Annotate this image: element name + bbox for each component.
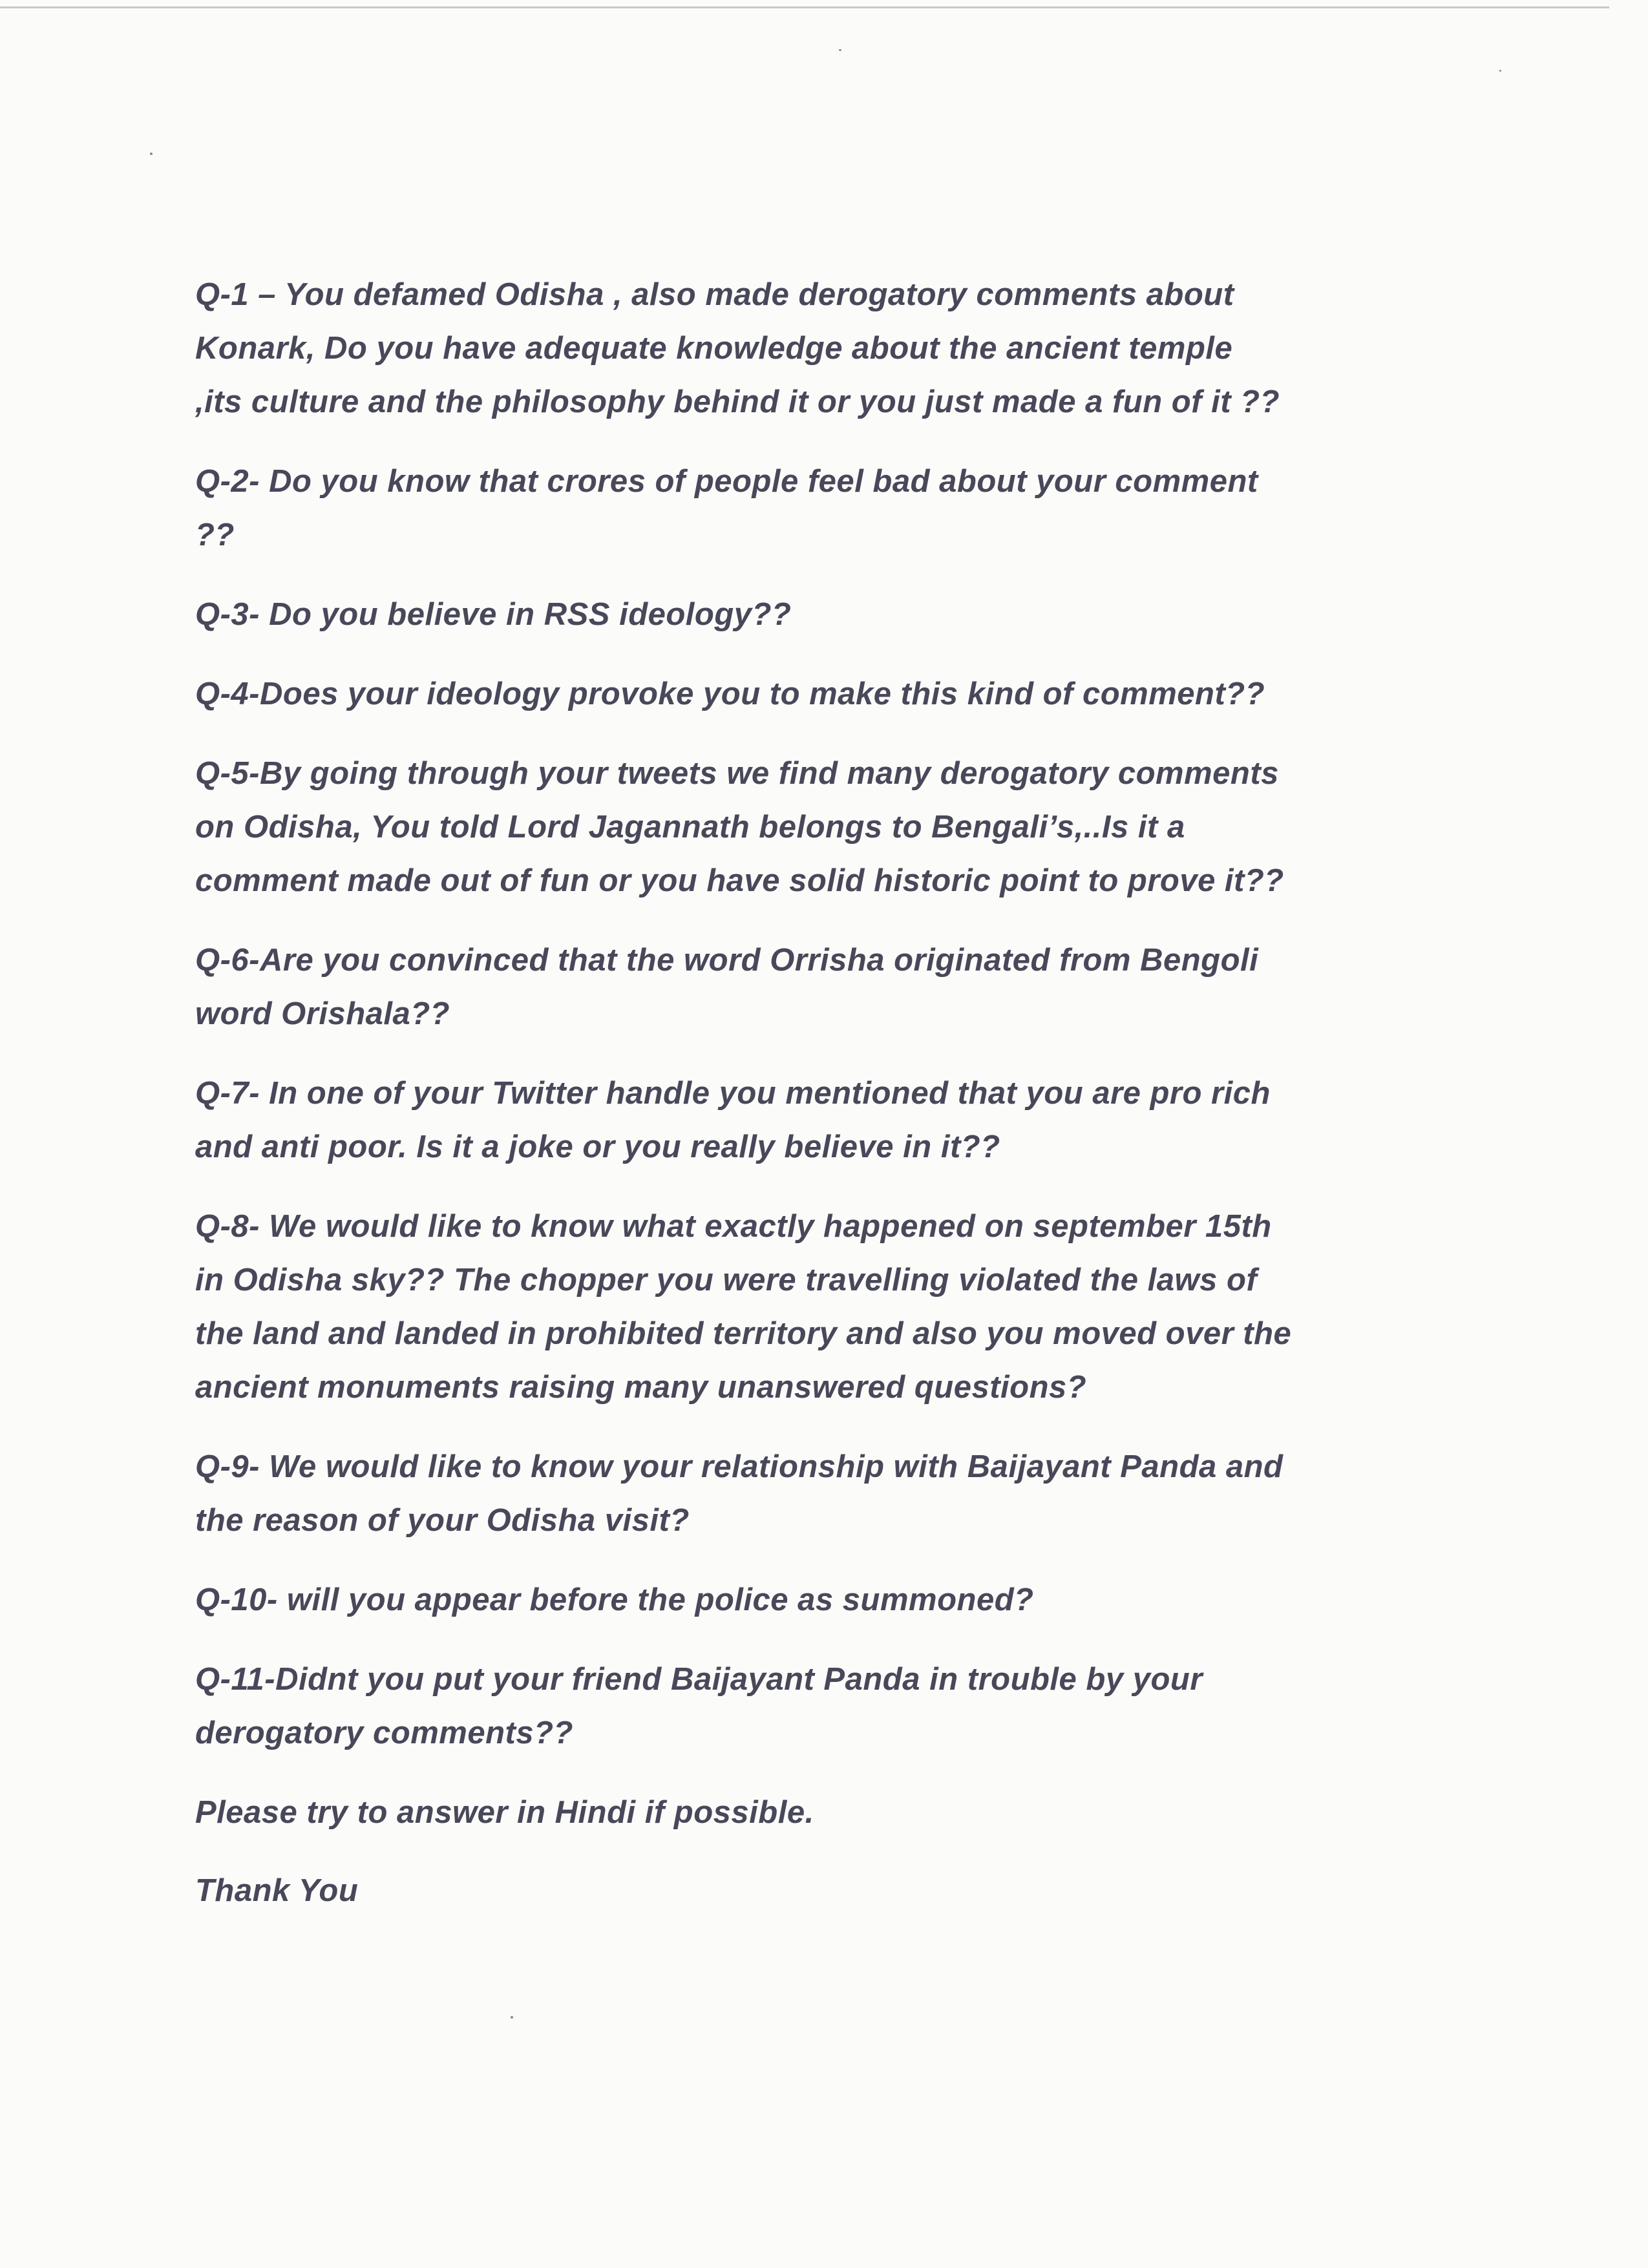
question-10: Q-10- will you appear before the police as summoned? [195,1582,1034,1617]
question-8: Q-8- We would like to know what exactly happened on september 15th in Odisha sky?? The chopper you were travelling violated the laws of the land and landed in prohibited territory and also you moved over the ancient monuments raising many unanswered questions? [195,1209,1292,1405]
question-3: Q-3- Do you believe in RSS ideology?? [195,597,792,632]
scan-speck [1499,70,1501,72]
question-11: Q-11-Didnt you put your friend Baijayant Panda in trouble by your derogatory comments?? [195,1662,1203,1750]
scan-speck [839,49,841,51]
question-5: Q-5-By going through your tweets we find many derogatory comments on Odisha, You told Lord Jagannath belongs to Bengali’s,..Is it a comment made out of fun or you have solid historic point to prove it?? [195,756,1284,898]
closing-request: Please try to answer in Hindi if possible. [195,1795,814,1830]
question-4: Q-4-Does your ideology provoke you to make this kind of comment?? [195,677,1265,711]
scan-speck [511,2016,513,2019]
scan-top-edge [0,6,1609,8]
scan-speck [150,152,153,155]
sign-off: Thank You [195,1873,359,1908]
question-7: Q-7- In one of your Twitter handle you mentioned that you are pro rich and anti poor. Is it a joke or you really believe in it?? [195,1076,1271,1164]
question-6: Q-6-Are you convinced that the word Orrisha originated from Bengoli word Orishala?? [195,943,1259,1031]
question-1: Q-1 – You defamed Odisha , also made derogatory comments about Konark, Do you have adequate knowledge about the ancient temple ,its culture and the philosophy behind it or you just made a fun of it ?? [195,277,1280,419]
document-body [195,268,1494,1944]
question-2: Q-2- Do you know that crores of people feel bad about your comment ?? [195,464,1258,552]
question-9: Q-9- We would like to know your relationship with Baijayant Panda and the reason of your Odisha visit? [195,1449,1284,1538]
